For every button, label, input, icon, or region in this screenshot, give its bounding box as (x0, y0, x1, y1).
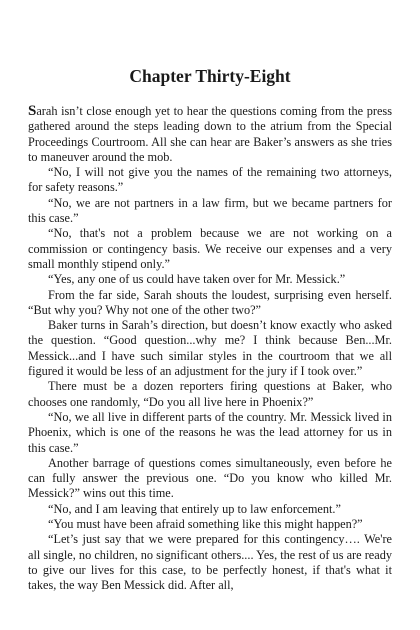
opening-paragraph-text: arah isn’t close enough yet to hear the questions coming from the press gathered around the steps leading down to the atrium from the Special Proceedings Courtroom. All she can hear are Baker’s answers as she tries to maneuver around the mob. (28, 104, 392, 164)
opening-paragraph (28, 104, 392, 165)
paragraph: “No, we all live in different parts of the country. Mr. Messick lived in Phoenix, which is one of the reasons he was the lead attorney for us in this case.” (28, 409, 392, 455)
paragraph: Another barrage of questions comes simultaneously, even before he can fully answer the previous one. “Do you know who killed Mr. Messick?” wins out this time. (28, 455, 392, 501)
paragraph: “No, I will not give you the names of the remaining two attorneys, for safety reasons.” (28, 165, 392, 195)
chapter-title: Chapter Thirty-Eight (129, 66, 291, 86)
drop-initial: S (28, 103, 37, 119)
paragraph: “Yes, any one of us could have taken over for Mr. Messick.” (48, 272, 346, 287)
paragraph: “No, we are not partners in a law firm, but we became partners for this case.” (28, 195, 392, 226)
paragraph: “No, and I am leaving that entirely up to law enforcement.” (48, 501, 341, 516)
paragraph: From the far side, Sarah shouts the loudest, surprising even herself. “But why you? Why not one of the other two?” (28, 287, 392, 317)
book-page (28, 0, 392, 630)
paragraph: “No, that's not a problem because we are not working on a commission or contingency basis. We receive our expenses and a very small monthly stipend only.” (28, 226, 392, 271)
chapter-body (28, 104, 392, 594)
paragraph: “Let’s just say that we were prepared for this contingency…. We're all single, no children, no significant others.... Yes, the rest of us are ready to give our lives for this case, to be perfectly honest, if that's what it takes, the way Ben Messick did. After all, (28, 532, 392, 593)
paragraph: Baker turns in Sarah’s direction, but doesn’t know exactly who asked the question. “Good question...why me? I think because Ben...Mr. Messick...and I have such similar styles in the courtroom that we all figured it would be less of an adjustment for the jury if I took over.” (28, 318, 392, 379)
paragraph: “You must have been afraid something like this might happen?” (48, 517, 363, 532)
paragraph: There must be a dozen reporters firing questions at Baker, who chooses one randomly, “Do you all live here in Phoenix?” (28, 379, 392, 409)
